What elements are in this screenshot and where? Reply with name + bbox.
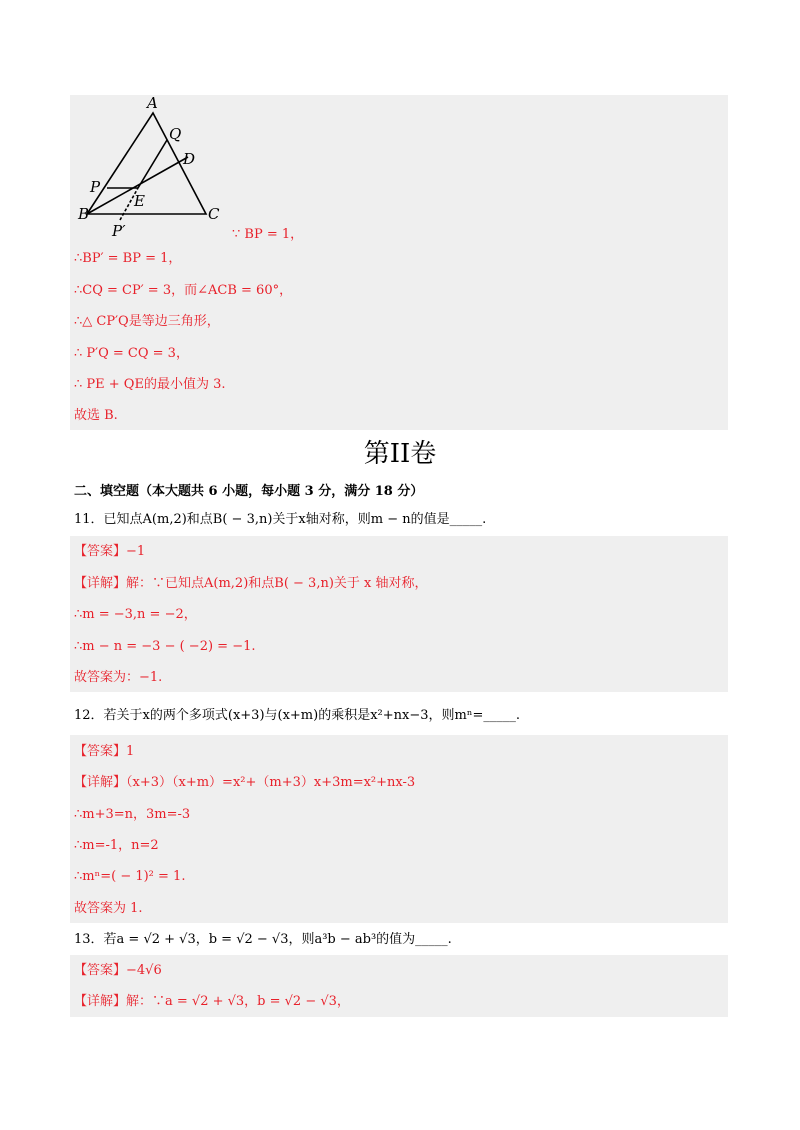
q11-line-4: ∴m − n = −3 − ( −2) = −1. <box>74 639 256 654</box>
q10-line-7: 故选 B. <box>74 408 118 423</box>
q12-line-6: 故答案为 1. <box>74 901 143 916</box>
q11-line-2: 【详解】解：∵已知点A(m,2)和点B( − 3,n)关于 x 轴对称， <box>74 576 428 591</box>
q12-line-1: 【答案】1 <box>74 744 135 759</box>
label-P-prime: P′ <box>112 222 126 240</box>
q12-line-4: ∴m=-1，n=2 <box>74 838 159 853</box>
q11-line-1: 【答案】−1 <box>74 544 146 559</box>
label-Q: Q <box>169 125 182 143</box>
label-C: C <box>208 205 220 223</box>
q11-line-3: ∴m = −3,n = −2， <box>74 607 197 622</box>
q11-line-5: 故答案为：−1. <box>74 670 163 685</box>
q12-line-5: ∴mⁿ=( − 1)² = 1. <box>74 869 186 884</box>
q10-line-4: ∴△ CP′Q是等边三角形， <box>74 314 220 329</box>
q11-question: 11．已知点A(m,2)和点B( − 3,n)关于x轴对称，则m − n的值是_____. <box>74 512 487 527</box>
q13-line-2: 【详解】解：∵a = √2 + √3，b = √2 − √3， <box>74 994 350 1009</box>
section-heading: 二、填空题（本大题共 6 小题，每小题 3 分，满分 18 分） <box>74 484 424 499</box>
label-E: E <box>134 192 145 210</box>
q13-question: 13．若a = √2 + √3，b = √2 − √3，则a³b − ab³的值为_____. <box>74 932 452 947</box>
q12-line-2: 【详解】（x+3）（x+m）=x²+（m+3）x+3m=x²+nx-3 <box>74 775 416 790</box>
q10-line-2: ∴BP′ = BP = 1， <box>74 251 182 266</box>
triangle-figure <box>70 95 240 240</box>
label-A: A <box>147 95 158 112</box>
q12-solution-box <box>70 735 728 923</box>
q10-line-6: ∴ PE + QE的最小值为 3. <box>74 377 226 392</box>
q10-line-1: ∵ BP = 1， <box>232 227 304 242</box>
q12-line-3: ∴m+3=n，3m=-3 <box>74 807 191 822</box>
label-P: P <box>90 178 101 196</box>
label-B: B <box>78 205 90 223</box>
label-D: D <box>183 150 196 168</box>
q10-line-5: ∴ P′Q = CQ = 3， <box>74 346 189 361</box>
q10-line-3: ∴CQ = CP′ = 3，而∠ACB = 60°， <box>74 283 293 298</box>
q13-line-1: 【答案】−4√6 <box>74 963 162 978</box>
section-title: 第II卷 <box>363 439 437 469</box>
q12-question: 12．若关于x的两个多项式(x+3)与(x+m)的乘积是x²+nx−3，则mⁿ=_____. <box>74 708 520 723</box>
